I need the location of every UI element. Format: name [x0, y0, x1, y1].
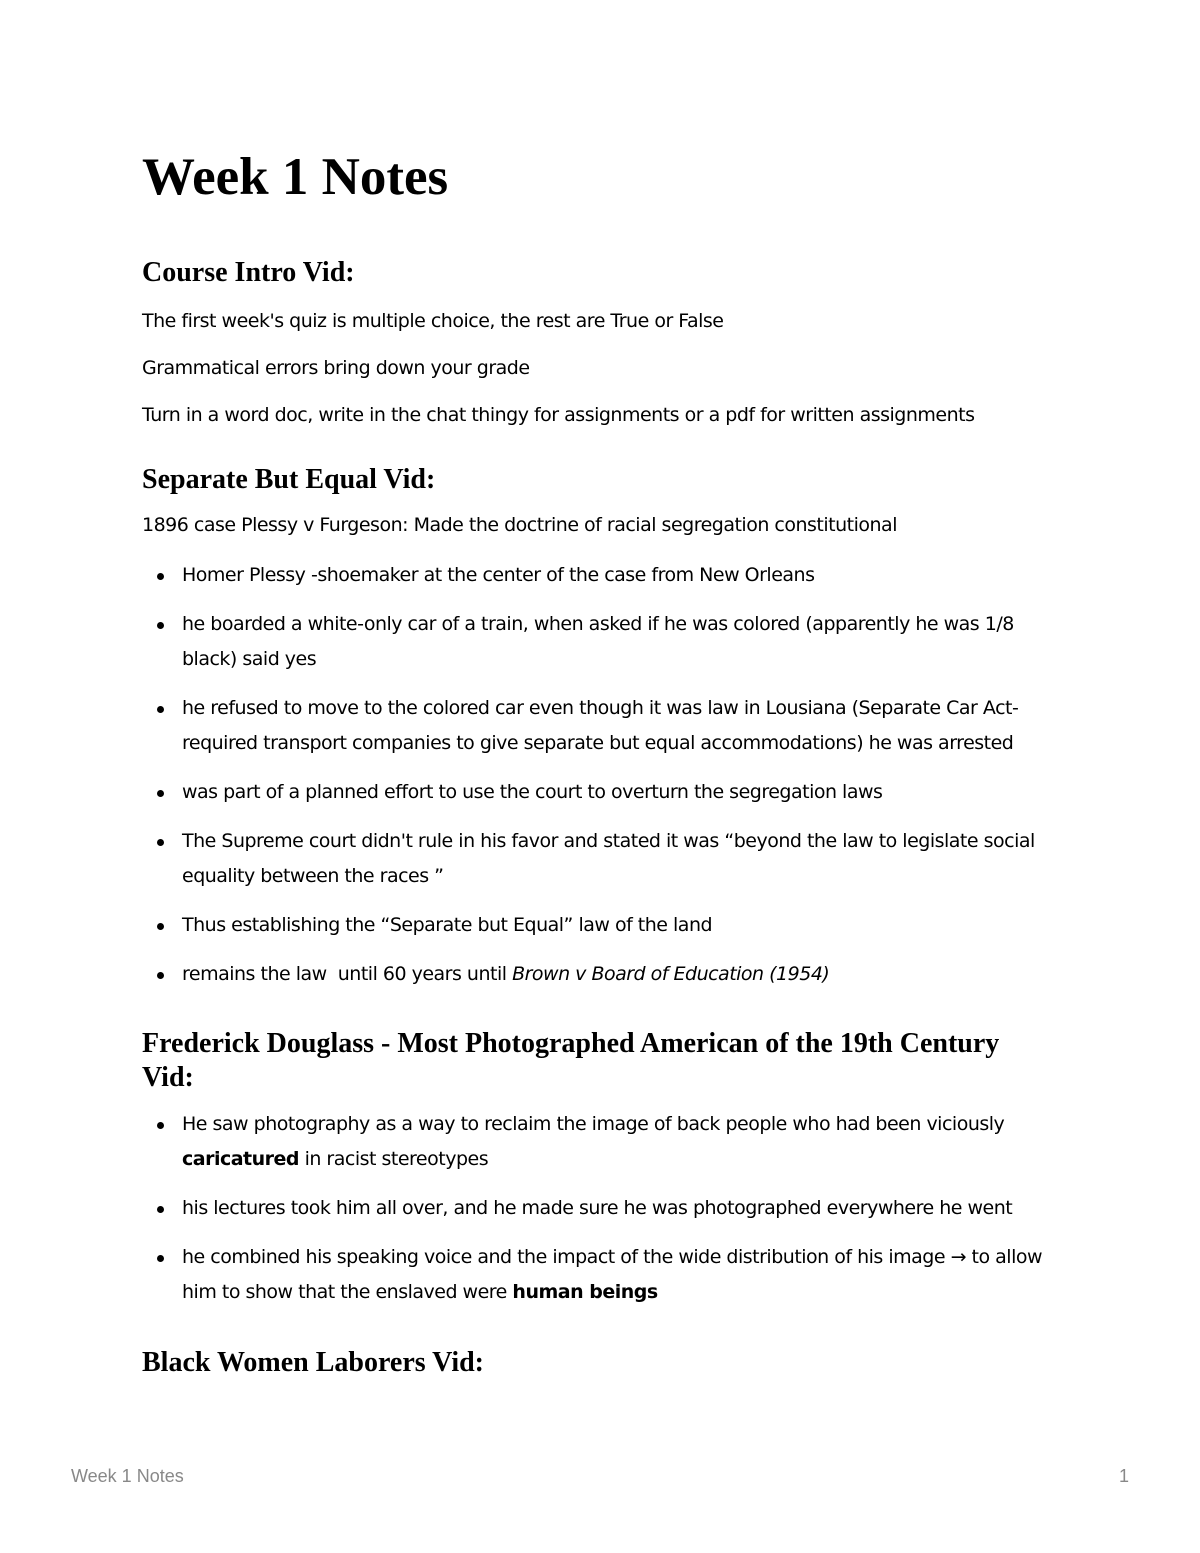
- list-item-text: Thus establishing the “Separate but Equal” law of the land: [182, 914, 713, 936]
- list-item: [142, 775, 1058, 810]
- list-item-text: was part of a planned effort to use the court to overturn the segregation laws: [182, 781, 883, 803]
- bullet-icon: [157, 1122, 164, 1129]
- bullet-icon: [157, 622, 164, 629]
- bullet-icon: [157, 573, 164, 580]
- footer-page-number: 1: [1118, 1466, 1129, 1486]
- section-heading: Black Women Laborers Vid:: [142, 1347, 485, 1378]
- paragraph: Grammatical errors bring down your grade: [142, 357, 530, 379]
- bullet-icon: [157, 706, 164, 713]
- paragraph: 1896 case Plessy v Furgeson: Made the doctrine of racial segregation constitutional: [142, 514, 897, 536]
- list-item: [142, 908, 1058, 943]
- list-item: [142, 1240, 1058, 1310]
- list-item: [142, 957, 1058, 992]
- bullet-icon: [157, 839, 164, 846]
- paragraph: The first week's quiz is multiple choice, the rest are True or False: [142, 310, 724, 332]
- paragraph: Turn in a word doc, write in the chat thingy for assignments or a pdf for written assignments: [142, 404, 975, 426]
- bullet-icon: [157, 790, 164, 797]
- section-heading: Course Intro Vid:: [142, 257, 355, 288]
- list-item: [142, 1191, 1058, 1226]
- bold-term: human beings: [512, 1281, 658, 1303]
- section-heading: Frederick Douglass - Most Photographed American of the 19th Century Vid:: [142, 1028, 1000, 1093]
- page-title: Week 1 Notes: [142, 148, 449, 206]
- bullet-list: [142, 558, 1058, 992]
- section-frederick-douglass: [142, 1027, 1058, 1310]
- section-black-women-laborers: [142, 1346, 1058, 1380]
- section-heading: Separate But Equal Vid:: [142, 464, 436, 495]
- footer-document-name: Week 1 Notes: [71, 1466, 184, 1486]
- list-item-text: Homer Plessy -shoemaker at the center of the case from New Orleans: [182, 564, 815, 586]
- bullet-icon: [157, 1206, 164, 1213]
- list-item: [142, 558, 1058, 593]
- list-item-text: He saw photography as a way to reclaim the image of back people who had been viciously: [182, 1113, 1005, 1135]
- bold-term: caricatured: [182, 1148, 300, 1170]
- list-item: [142, 691, 1058, 761]
- case-citation: Brown v Board of Education (1954): [512, 963, 830, 985]
- bullet-icon: [157, 972, 164, 979]
- list-item-text: he boarded a white-only car of a train, when asked if he was colored (apparently he was 1/8 black) said yes: [182, 613, 1014, 670]
- list-item-text: in racist stereotypes: [299, 1148, 489, 1170]
- list-item-text: his lectures took him all over, and he made sure he was photographed everywhere he went: [182, 1197, 1013, 1219]
- list-item: [142, 1107, 1058, 1177]
- list-item-text: The Supreme court didn't rule in his favor and stated it was “beyond the law to legislate social equality between the races ”: [182, 830, 1035, 887]
- list-item-text: he refused to move to the colored car even though it was law in Lousiana (Separate Car Act- required transport companies to give separate but equal accommodations) he was arrested: [182, 697, 1019, 754]
- bullet-icon: [157, 923, 164, 930]
- list-item-text: he combined his speaking voice and the impact of the wide distribution of his image → to allow him to show that the enslaved were: [182, 1246, 1043, 1303]
- list-item: [142, 607, 1058, 677]
- bullet-icon: [157, 1255, 164, 1262]
- list-item-text: remains the law until 60 years until: [182, 963, 513, 985]
- section-separate-but-equal: [142, 463, 1058, 992]
- list-item: [142, 824, 1058, 894]
- section-course-intro: [142, 256, 1058, 433]
- bullet-list: [142, 1107, 1058, 1310]
